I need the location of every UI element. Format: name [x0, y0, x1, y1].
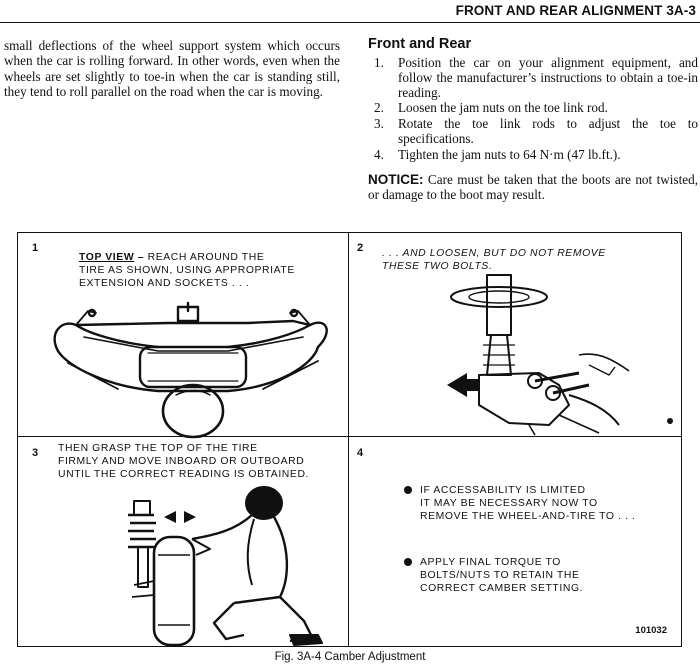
header-title: FRONT AND REAR ALIGNMENT 3A-3	[455, 3, 696, 18]
camber-adjustment-figure	[17, 232, 682, 647]
bullet-mark	[666, 417, 674, 425]
bullet-dot	[404, 486, 412, 494]
notice-label: NOTICE:	[368, 171, 424, 187]
caption-text: REACH AROUND THE	[147, 252, 265, 263]
panel-number: 4	[357, 447, 364, 459]
procedure-steps	[368, 56, 698, 163]
step-item	[368, 148, 698, 163]
panel-4	[349, 437, 681, 648]
mechanic-tire-illustration	[114, 485, 324, 645]
caption-line: TIRE AS SHOWN, USING APPROPRIATE	[79, 265, 295, 277]
caption-line: EXTENSION AND SOCKETS . . .	[79, 278, 250, 290]
step-number: 1.	[374, 55, 384, 70]
caption-line: THEN GRASP THE TOP OF THE TIRE	[58, 443, 258, 454]
step-item	[368, 117, 698, 147]
caption-line: THESE TWO BOLTS.	[382, 261, 493, 273]
bullet-dot	[404, 558, 412, 566]
panel-caption	[79, 251, 295, 291]
panel-caption	[382, 247, 606, 273]
bullet-item	[404, 556, 583, 596]
panel-1	[18, 233, 348, 436]
bullet-item	[404, 484, 636, 524]
panel-3	[18, 437, 348, 648]
step-text: Position the car on your alignment equipment, and follow the manufacturer’s instructions to obtain a toe-in reading.	[398, 55, 698, 100]
figure-id: 101032	[635, 625, 667, 636]
right-column	[368, 36, 698, 202]
panel-number: 3	[32, 447, 39, 459]
notice-paragraph	[368, 172, 698, 202]
caption-emphasis: TOP VIEW	[79, 252, 135, 263]
strut-bolts-illustration	[439, 275, 639, 435]
bullet-line: REMOVE THE WHEEL-AND-TIRE TO . . .	[420, 511, 636, 523]
bullet-line: IF ACCESSABILITY IS LIMITED	[420, 485, 586, 496]
caption-line: . . . AND LOOSEN, BUT DO NOT REMOVE	[382, 248, 606, 259]
panel-number: 1	[32, 242, 39, 254]
left-column-text: small deflections of the wheel support system which occurs when the car is rolling forward. In other words, even when the wheels are set slightly to toe-in when the car is standing still, they tend to roll parallel on the road when the car is moving.	[4, 38, 340, 99]
caption-dash: –	[134, 252, 148, 263]
caption-line: FIRMLY AND MOVE INBOARD OR OUTBOARD	[58, 456, 305, 468]
top-view-illustration	[48, 303, 338, 433]
page-header	[0, 0, 700, 23]
bullet-line: BOLTS/NUTS TO RETAIN THE	[420, 570, 580, 582]
step-item	[368, 56, 698, 100]
step-number: 4.	[374, 146, 384, 162]
step-text: Loosen the jam nuts on the toe link rod.	[398, 100, 608, 116]
panel-caption	[58, 442, 309, 482]
step-text: Rotate the toe link rods to adjust the toe to specifications.	[398, 116, 698, 146]
bullet-line: APPLY FINAL TORQUE TO	[420, 557, 561, 568]
notice-text: Care must be taken that the boots are not twisted, or damage to the boot may result.	[368, 171, 698, 202]
bullet-line: IT MAY BE NECESSARY NOW TO	[420, 498, 598, 510]
step-item	[368, 101, 698, 116]
step-text: Tighten the jam nuts to 64 N·m (47 lb.ft.).	[398, 146, 621, 162]
panel-number: 2	[357, 242, 364, 254]
bullet-line: CORRECT CAMBER SETTING.	[420, 583, 584, 595]
section-heading: Front and Rear	[368, 36, 472, 52]
step-number: 3.	[374, 116, 384, 132]
figure-caption: Fig. 3A-4 Camber Adjustment	[274, 651, 426, 663]
caption-line: UNTIL THE CORRECT READING IS OBTAINED.	[58, 469, 310, 481]
panel-2	[349, 233, 681, 436]
step-number: 2.	[374, 100, 384, 116]
